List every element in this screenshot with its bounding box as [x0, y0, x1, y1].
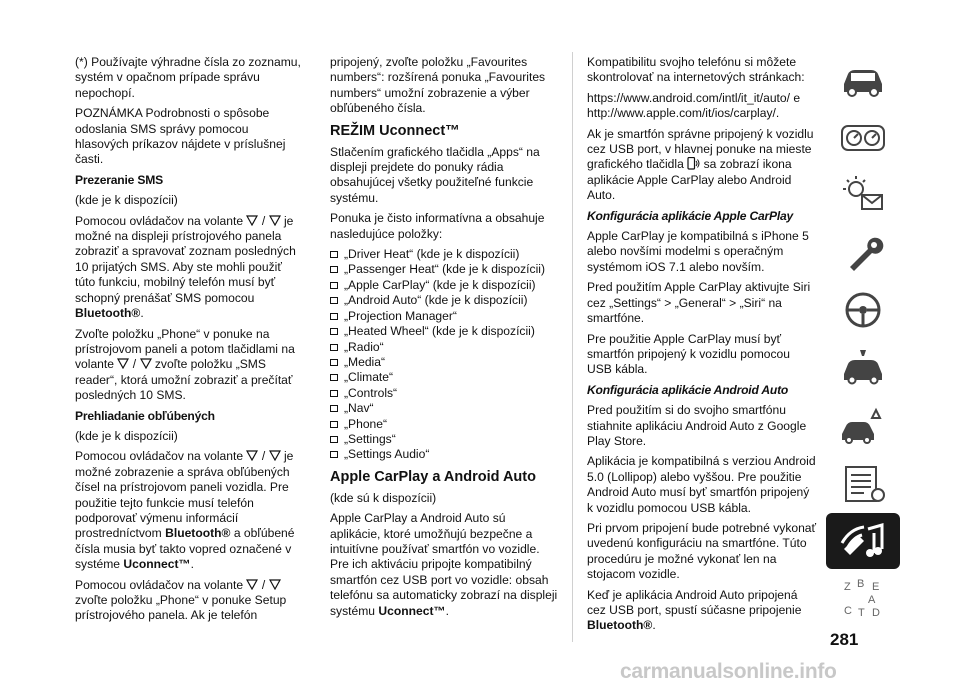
paragraph-favourites-cont: pripojený, zvoľte položku „Favourites numbers“: rozšírená ponuka „Favourites numbers“ umožní zobrazenie a výber obľúbeného čísla. — [330, 55, 546, 116]
paragraph-carplay-usb: Pre použitie Apple CarPlay musí byť smartfón pripojený k vozidlu pomocou USB kábla. — [587, 331, 791, 377]
watermark: carmanualsonline.info — [620, 660, 837, 683]
list-item: „Driver Heat“ (kde je k dispozícii) — [330, 247, 558, 262]
warning-light-icon — [838, 173, 888, 217]
column-divider — [572, 52, 573, 642]
list-item: „Heated Wheel“ (kde je k dispozícii) — [330, 324, 558, 339]
paragraph-carplay-intro: Apple CarPlay a Android Auto sú aplikácie, ktoré umožňujú bezpečne a intuitívne používať smartfón vo vozidle. Pre ich aktiváciu pripojte kompatibilný smartfón cez USB port vo vozidle: obsah telefónu sa automaticky zobrazí na displeji systému Uconnect™. — [330, 511, 558, 618]
paragraph-compatibility: Kompatibilitu svojho telefónu si môžete skontrolovať na internetových stránkach: — [587, 55, 805, 85]
column-2 — [330, 55, 558, 624]
availability-carplay: (kde sú k dispozícii) — [330, 490, 437, 505]
tab-steering[interactable] — [826, 282, 900, 338]
availability-favourites: (kde je k dispozícii) — [75, 428, 178, 443]
index-letter: D — [872, 607, 880, 620]
arrow-up-triangle-icon — [246, 579, 258, 590]
index-letter: A — [868, 594, 876, 607]
paragraph-android-download: Pred použitím si do svojho smartfónu stiahnite aplikáciu Android Auto z Google Play Store. — [587, 403, 807, 448]
tab-dashboard[interactable] — [826, 110, 900, 166]
heading-sms-view: Prezeranie SMS — [75, 172, 163, 187]
arrow-down-triangle-icon — [140, 358, 152, 369]
column-1 — [75, 55, 305, 629]
index-letter: B — [857, 578, 865, 591]
list-item: „Projection Manager“ — [330, 309, 558, 324]
list-item: „Settings Audio“ — [330, 447, 558, 462]
list-item: „Radio“ — [330, 340, 558, 355]
index-letter: Z — [844, 581, 851, 594]
spec-list-icon — [838, 461, 888, 505]
index-letter: E — [872, 581, 880, 594]
heading-carplay-android: Apple CarPlay a Android Auto — [330, 468, 536, 485]
arrow-down-triangle-icon — [269, 579, 281, 590]
smartphone-icon — [687, 157, 700, 170]
note-numbers: (*) Používajte výhradne čísla zo zoznamu, systém v opačnom prípade správu nepochopí. — [75, 55, 301, 100]
service-car-icon — [838, 346, 888, 390]
tab-multimedia[interactable] — [826, 513, 900, 569]
paragraph-favourites-setup: Pomocou ovládačov na volante / zvoľte položku „Phone“ v ponuke Setup prístrojového panela. Ak je telefón — [75, 577, 287, 623]
tab-index[interactable] — [826, 570, 900, 626]
apps-menu-list — [330, 247, 558, 463]
list-item: „Media“ — [330, 355, 558, 370]
paragraph-usb-connected: Ak je smartfón správne pripojený k vozidlu cez USB port, v hlavnej ponuke na mieste grafického tlačidla sa zobrazí ikona aplikácie Apple CarPlay alebo Android Auto. — [587, 126, 814, 203]
list-item: „Settings“ — [330, 432, 558, 447]
tab-specs[interactable] — [826, 455, 900, 511]
paragraph-first-connection: Pri prvom pripojení bude potrebné vykonať uvedenú konfiguráciu na smartfóne. Túto procedúru je možné vykonať len na stojacom vozidle. — [587, 520, 817, 582]
note-sms: POZNÁMKA Podrobnosti o spôsobe odoslania SMS správy pomocou hlasových príkazov nájdete v príslušnej časti. — [75, 106, 286, 167]
chapter-tabs — [826, 52, 900, 628]
list-item: „Controls“ — [330, 386, 558, 401]
paragraph-sms-controls: Pomocou ovládačov na volante / je možné na displeji prístrojového panela zobraziť a spravovať zoznam posledných 10 prijatých SMS. Aby ste mohli použiť túto funkciu, mobilný telefón musí byť schopný prenášať SMS pomocou Bluetooth®. — [75, 213, 296, 321]
tab-wrench[interactable] — [826, 225, 900, 281]
paragraph-sms-reader: Zvoľte položku „Phone“ v ponuke na prístrojovom paneli a potom tlačidlami na volante / zvoľte položku „SMS reader“, ktorá umožní zobraziť a prečítať posledných 10 SMS. — [75, 326, 295, 403]
arrow-down-triangle-icon — [269, 450, 281, 461]
index-letter: T — [858, 607, 865, 620]
index-letters-icon — [838, 576, 888, 620]
roadside-icon — [838, 404, 888, 448]
compatibility-links: https://www.android.com/intl/it_it/auto/ e http://www.apple.com/it/ios/carplay/. — [587, 90, 801, 121]
paragraph-android-compat: Aplikácia je kompatibilná s verziou Android 5.0 (Lollipop) alebo vyššou. Pre použitie Android Auto musí byť smartfón pripojený k vozidlu pomocou USB kábla. — [587, 454, 816, 515]
arrow-up-triangle-icon — [117, 358, 129, 369]
paragraph-carplay-compat: Apple CarPlay je kompatibilná s iPhone 5 alebo novšími modelmi s operačným systémom iOS 7.1 alebo novším. — [587, 229, 809, 274]
steering-wheel-icon — [838, 288, 888, 332]
list-item: „Android Auto“ (kde je k dispozícii) — [330, 293, 558, 308]
heading-favourites: Prehliadanie obľúbených — [75, 408, 215, 423]
paragraph-favourites: Pomocou ovládačov na volante / je možné zobrazenie a správa obľúbených čísel na prístrojovom paneli vozidla. Pre použitie tejto funkcie musí telefón podporovať výmenu informácií prostredníctvom Bluetooth® a obľúbené čísla musia byť takto vopred označené v systéme Uconnect™. — [75, 449, 295, 572]
wrench-icon — [838, 231, 888, 275]
list-item: „Phone“ — [330, 417, 558, 432]
paragraph-menu-items: Ponuka je čisto informatívna a obsahuje nasledujúce položky: — [330, 211, 545, 241]
heading-config-android: Konfigurácia aplikácie Android Auto — [587, 382, 789, 397]
index-letter: C — [844, 605, 852, 618]
arrow-up-triangle-icon — [246, 215, 258, 226]
list-item: „Apple CarPlay“ (kde je k dispozícii) — [330, 278, 558, 293]
tab-service[interactable] — [826, 340, 900, 396]
paragraph-siri: Pred použitím Apple CarPlay aktivujte Siri cez „Settings“ > „General“ > „Siri“ na smartfóne. — [587, 280, 811, 326]
arrow-up-triangle-icon — [246, 450, 258, 461]
tab-roadside[interactable] — [826, 398, 900, 454]
page-number: 281 — [830, 630, 859, 649]
dashboard-icon — [838, 116, 888, 160]
column-3 — [587, 55, 817, 639]
car-icon — [838, 58, 888, 102]
list-item: „Passenger Heat“ (kde je k dispozícii) — [330, 262, 558, 277]
heading-uconnect-mode: REŽIM Uconnect™ — [330, 122, 460, 139]
availability-sms: (kde je k dispozícii) — [75, 193, 178, 208]
list-item: „Climate“ — [330, 370, 558, 385]
multimedia-icon — [838, 519, 888, 563]
list-item: „Nav“ — [330, 401, 558, 416]
paragraph-apps: Stlačením grafického tlačidla „Apps“ na displeji prejdete do ponuky rádia obsahujúcej všetky použiteľné funkcie systému. — [330, 144, 540, 205]
heading-config-carplay: Konfigurácia aplikácie Apple CarPlay — [587, 208, 794, 223]
paragraph-android-bluetooth: Keď je aplikácia Android Auto pripojená cez USB port, spustí súčasne pripojenie Bluetooth®. — [587, 587, 802, 633]
arrow-down-triangle-icon — [269, 215, 281, 226]
tab-warning-lights[interactable] — [826, 167, 900, 223]
tab-car[interactable] — [826, 52, 900, 108]
